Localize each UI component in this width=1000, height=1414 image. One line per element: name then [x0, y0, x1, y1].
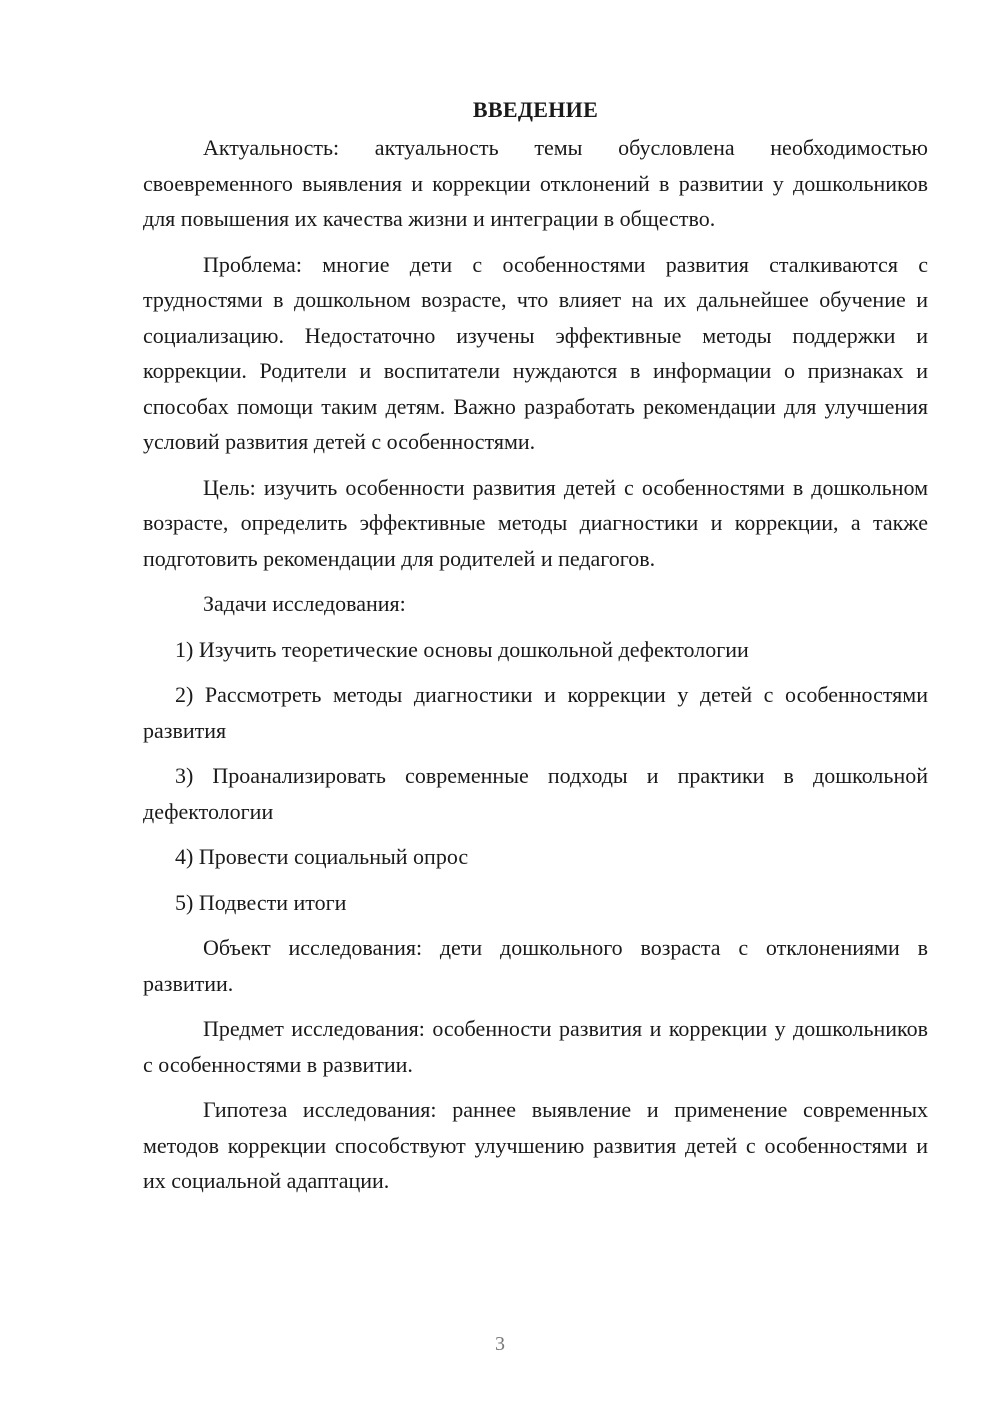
paragraph-object: Объект исследования: дети дошкольного возраста с отклонениями в развитии. [143, 935, 928, 996]
paragraph-relevance: Актуальность: актуальность темы обусловлена необходимостью своевременного выявления и коррекции отклонений в развитии у дошкольников для повышения их качества жизни и интеграции в общество. [143, 135, 928, 231]
page-number: 3 [495, 1333, 505, 1355]
document-title: ВВЕДЕНИЕ [472, 97, 599, 122]
paragraph-tasks-heading: Задачи исследования: [203, 591, 406, 616]
task-item-5: 5) Подвести итоги [175, 889, 347, 915]
task-item-3: 3) Проанализировать современные подходы и практики в дошкольной дефектологии [143, 763, 928, 824]
task-item-1: 1) Изучить теоретические основы дошкольной дефектологии [175, 636, 749, 662]
paragraph-subject: Предмет исследования: особенности развития и коррекции у дошкольников с особенностями в развитии. [143, 1016, 928, 1077]
paragraph-hypothesis: Гипотеза исследования: раннее выявление и применение современных методов коррекции способствуют улучшению развития детей с особенностями и их социальной адаптации. [143, 1097, 928, 1193]
paragraph-goal: Цель: изучить особенности развития детей с особенностями в дошкольном возрасте, определить эффективные методы диагностики и коррекции, а также подготовить рекомендации для родителей и педагогов. [143, 474, 928, 571]
task-item-2: 2) Рассмотреть методы диагностики и коррекции у детей с особенностями развития [143, 682, 928, 743]
task-item-4: 4) Провести социальный опрос [175, 844, 469, 869]
document-page [143, 92, 928, 1209]
paragraph-problem: Проблема: многие дети с особенностями развития сталкиваются с трудностями в дошкольном возрасте, что влияет на их дальнейшее обучение и социализацию. Недостаточно изучены эффективные методы поддержки и коррекции. Родители и воспитатели нуждаются в информации о признаках и способах помощи таким детям. Важно разработать рекомендации для улучшения условий развития детей с особенностями. [143, 251, 928, 454]
